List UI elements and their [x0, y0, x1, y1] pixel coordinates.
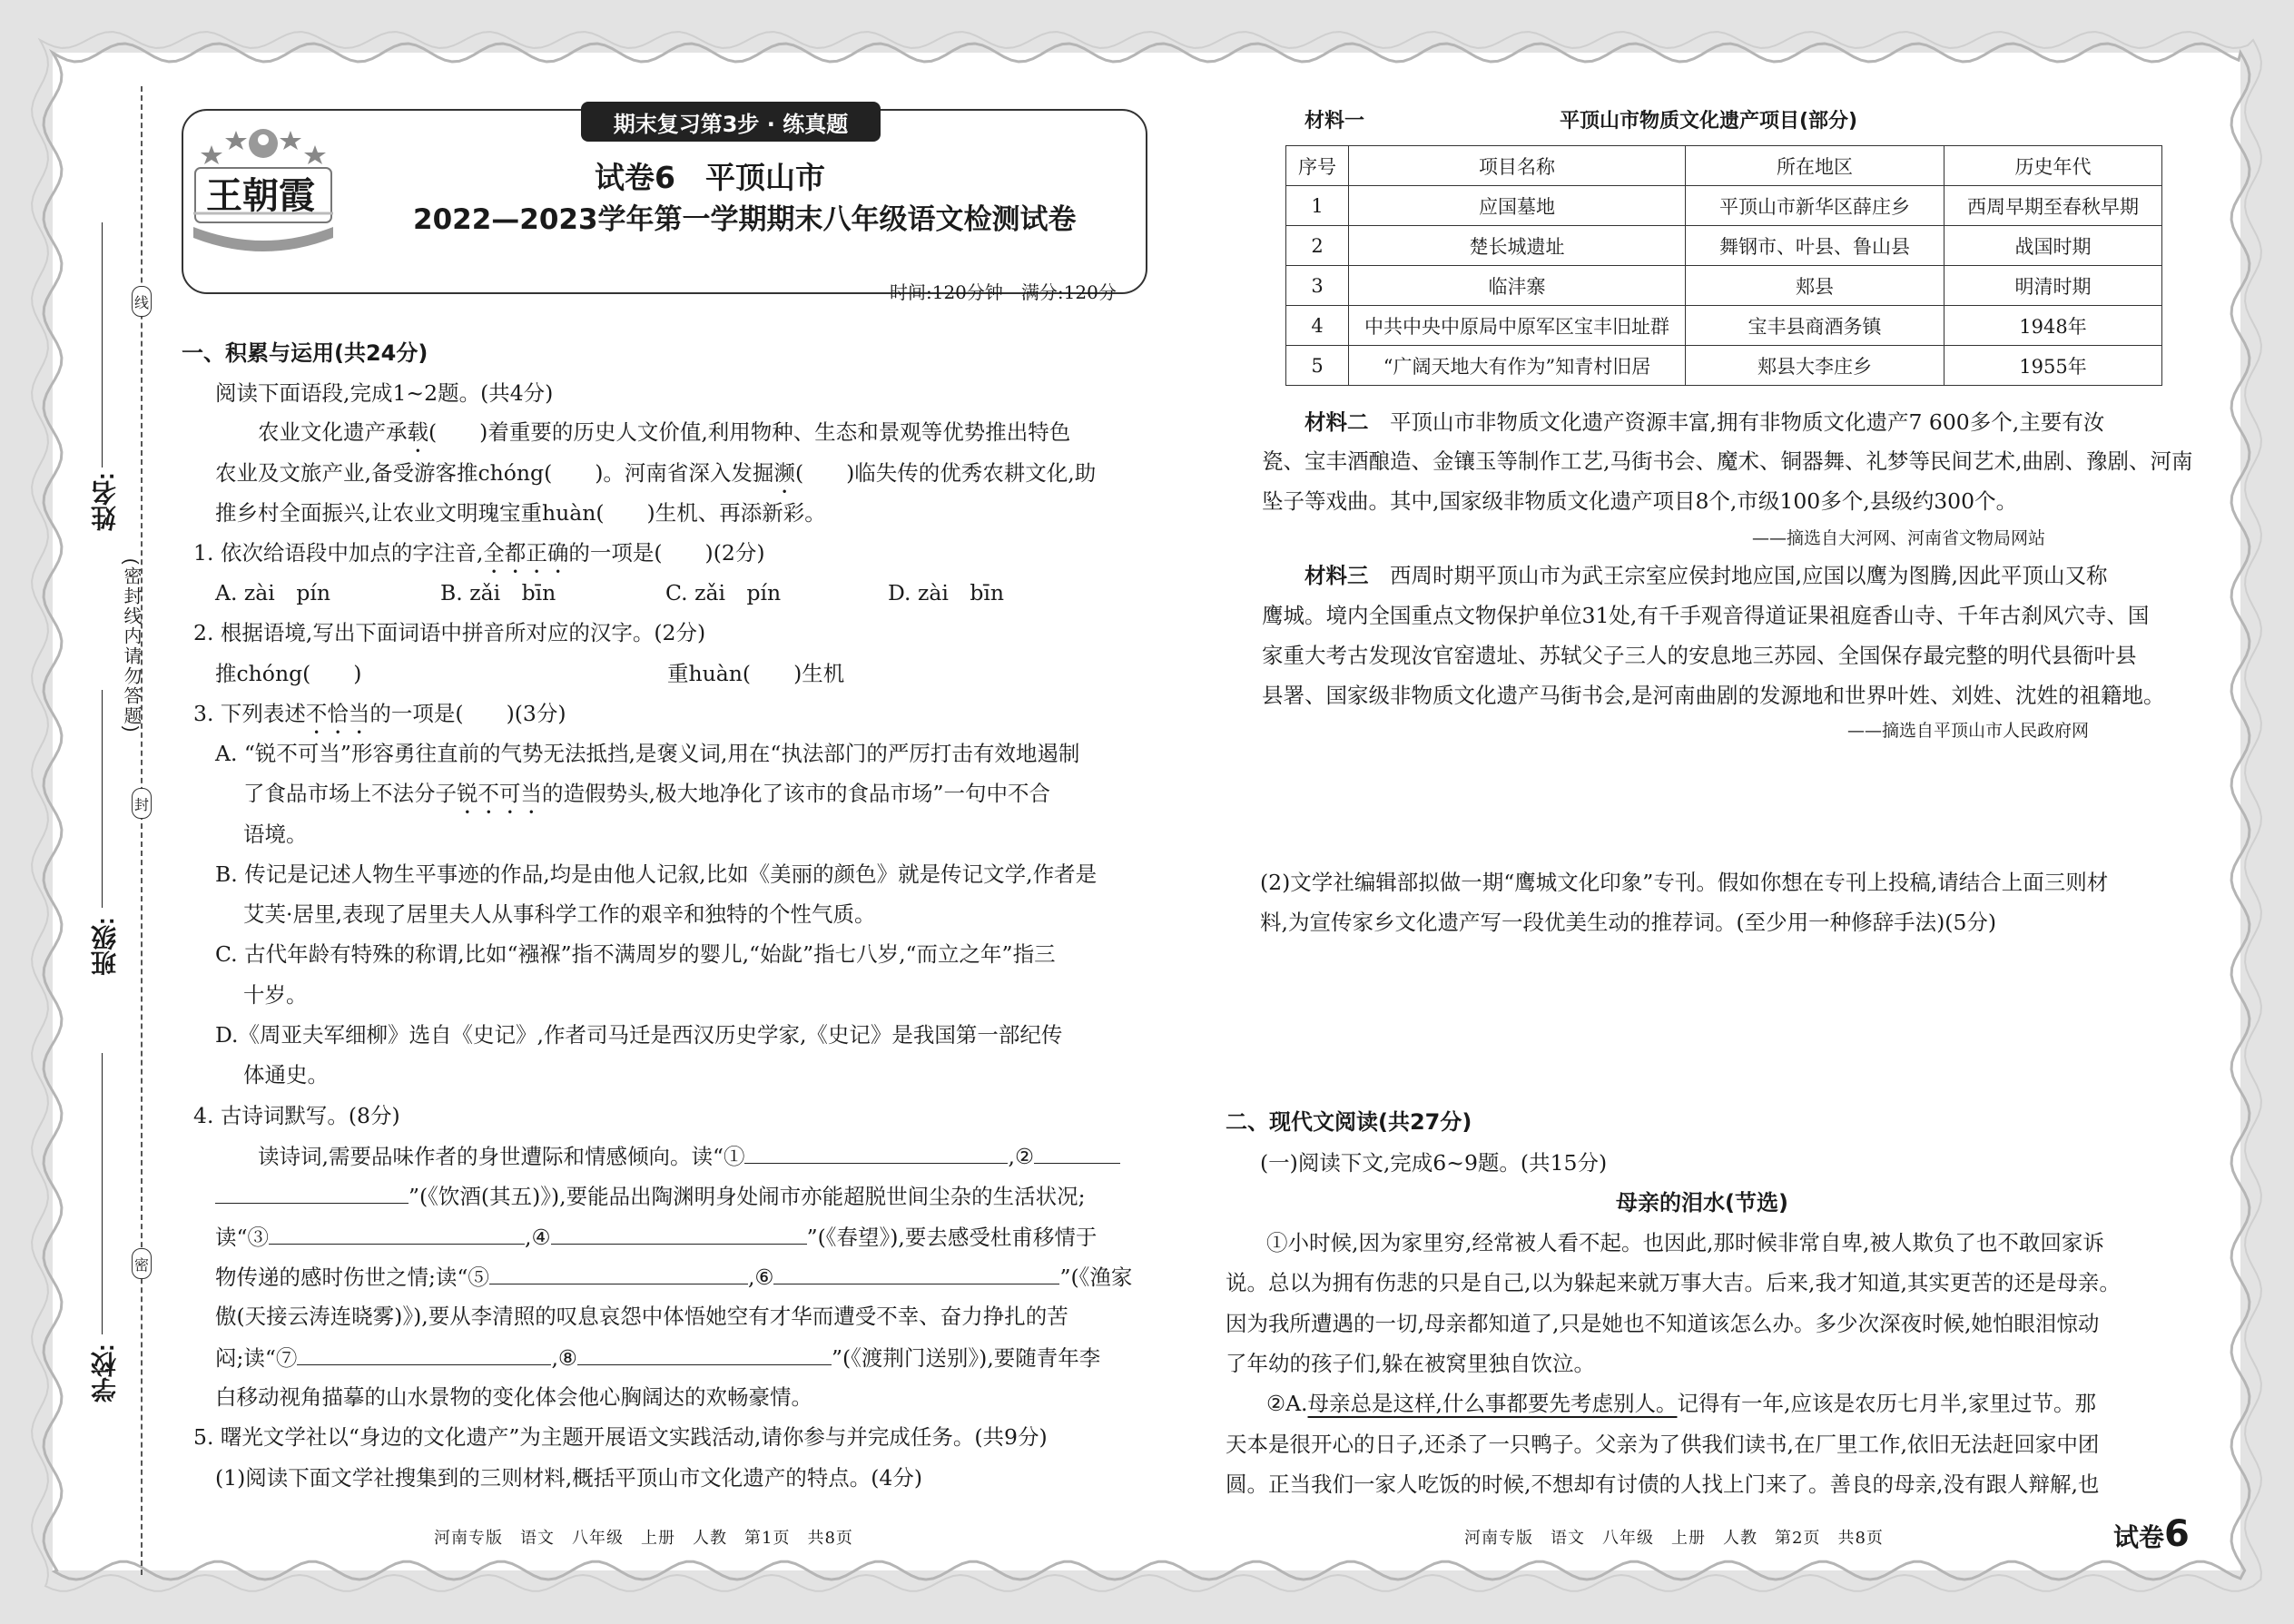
seal-note: (密封线内请勿答题)	[121, 558, 141, 734]
q2-blank-a[interactable]: 推chóng( )	[215, 661, 362, 686]
cell: 西周早期至春秋早期	[1944, 186, 2162, 226]
class-label: 班级:	[91, 917, 119, 977]
col-header: 序号	[1286, 146, 1349, 186]
material3-line-1	[1305, 556, 2107, 596]
cell: 舞钢市、叶县、鲁山县	[1686, 226, 1944, 266]
material2-text: 平顶山市非物质文化遗产资源丰富,拥有非物质文化遗产7 600多个,主要有汝	[1390, 409, 2105, 435]
q3-d-line-2: 体通史。	[243, 1062, 329, 1088]
school-field[interactable]	[102, 1053, 103, 1334]
q4-mark-6: ,⑥	[747, 1265, 774, 1290]
review-banner: 期末复习第3步 · 练真题	[581, 102, 881, 142]
q4-mark-4: ,④	[525, 1225, 551, 1250]
table-row	[1286, 346, 2162, 386]
table-row	[1286, 266, 2162, 306]
cell: 宝丰县商酒务镇	[1686, 306, 1944, 346]
story-p1-line-4: 了年幼的孩子们,躲在被窝里独自饮泣。	[1226, 1351, 1595, 1376]
cell: 明清时期	[1944, 266, 2162, 306]
paper-tag	[2113, 1513, 2190, 1555]
story-p2-line-3: 圆。正当我们一家人吃饭的时候,不想却有讨债的人找上门来了。善良的母亲,没有跟人辩解,也	[1226, 1471, 2100, 1497]
q4-text-3: 读“③	[215, 1225, 270, 1250]
heritage-table	[1285, 145, 2162, 386]
cell: 4	[1286, 306, 1349, 346]
paper-tag-label: 试卷	[2113, 1522, 2165, 1552]
paper-heading	[595, 154, 825, 197]
paper-title: 2022—2023学年第一学期期末八年级语文检测试卷	[413, 203, 1077, 236]
story-p2-rest: 记得有一年,应该是农历七月半,家里过节。那	[1677, 1391, 2096, 1416]
material3-label: 材料三	[1305, 563, 1369, 588]
material2-line-3: 坠子等戏曲。其中,国家级非物质文化遗产项目8个,市级100多个,县级约300个。	[1262, 488, 2018, 514]
material3-line-4: 县署、国家级非物质文化遗产马街书会,是河南曲剧的发源地和世界叶姓、刘姓、沈姓的祖籍地。	[1262, 683, 2165, 708]
material2-line-2: 瓷、宝丰酒酿造、金镶玉等制作工艺,马街书会、魔术、铜器舞、礼梦等民间艺术,曲剧、豫剧、河南	[1262, 448, 2193, 474]
blank-2-end[interactable]	[215, 1176, 409, 1204]
q2-blank-b[interactable]: 重huàn( )生机	[667, 661, 845, 686]
story-p1-line-3: 因为我所遭遇的一切,母亲都知道了,只是她也不知道该怎么办。多少次深夜时候,她怕眼泪惊动	[1226, 1311, 2100, 1336]
q4-line-3	[215, 1216, 1097, 1258]
material3-source: ——摘选自平顶山市人民政府网	[1847, 721, 2090, 741]
passage-line-1: 农业文化遗产承载( )着重要的历史人文价值,利用物种、生态和景观等优势推出特色	[258, 419, 1071, 445]
cell: 楚长城遗址	[1349, 226, 1686, 266]
city-name: 平顶山市	[704, 160, 825, 195]
q2-stem: 2. 根据语境,写出下面词语中拼音所对应的汉字。(2分)	[193, 620, 706, 645]
cell: 3	[1286, 266, 1349, 306]
story-p2-line-2: 天本是很开心的日子,还杀了一只鸭子。父亲为了供我们读书,在厂里工作,依旧无法赶回家中团	[1226, 1432, 2100, 1457]
mi-tag: 密	[132, 1248, 152, 1279]
col-header: 项目名称	[1349, 146, 1686, 186]
blank-2-start[interactable]	[1034, 1136, 1120, 1164]
blank-8[interactable]	[577, 1337, 832, 1365]
q3-a-line-3: 语境。	[243, 822, 308, 847]
q5-2-line-1: (2)文学社编辑部拟做一期“鹰城文化印象”专刊。假如你想在专刊上投稿,请结合上面三则材	[1260, 870, 2109, 895]
intro-text: 阅读下面语段,完成1~2题。(共4分)	[215, 380, 554, 406]
cell: 郏县	[1686, 266, 1944, 306]
blank-4[interactable]	[551, 1216, 807, 1245]
q4-text-7: 闷;读“⑦	[215, 1345, 298, 1371]
q1-option-d[interactable]: D. zài bīn	[888, 580, 1005, 605]
right-footer: 河南专版 语文 八年级 上册 人教 第2页 共8页	[1464, 1529, 1884, 1548]
cell: 战国时期	[1944, 226, 2162, 266]
story-title: 母亲的泪水(节选)	[1616, 1190, 1788, 1216]
material2-label: 材料二	[1305, 409, 1369, 435]
q4-mark-2: ,②	[1008, 1144, 1035, 1169]
table-row	[1286, 186, 2162, 226]
paper-number: 试卷6	[595, 160, 675, 195]
q5-1-stem: (1)阅读下面文学社搜集到的三则材料,概括平顶山市文化遗产的特点。(4分)	[215, 1465, 923, 1491]
q4-text-2: ”(《饮酒(其五)》),要能品出陶渊明身处闹市亦能超脱世间尘杂的生活状况;	[409, 1184, 1086, 1209]
q1-option-c[interactable]: C. zǎi pín	[665, 580, 782, 605]
table-row	[1286, 306, 2162, 346]
cell: 2	[1286, 226, 1349, 266]
cell: 平顶山市新华区薛庄乡	[1686, 186, 1944, 226]
blank-3[interactable]	[269, 1216, 525, 1245]
cell: 应国墓地	[1349, 186, 1686, 226]
table-header-row	[1286, 146, 2162, 186]
passage-line-2: 农业及文旅产业,备受游客推chóng( )。河南省深入发掘濒( )临失传的优秀农耕文化,助	[215, 460, 1097, 486]
q4-line-5: 傲(天接云涛连晓雾)》),要从李清照的叹息哀怨中体悟她空有才华而遭受不幸、奋力挣扎的苦	[215, 1304, 1068, 1329]
material3-line-2: 鹰城。境内全国重点文物保护单位31处,有千手观音得道证果祖庭香山寺、千年古刹风穴寺、国	[1262, 603, 2150, 628]
q4-line-1	[258, 1136, 1120, 1177]
q4-text-6: ”(《渔家	[1059, 1265, 1133, 1290]
material3-line-3: 家重大考古发现汝官窑遗址、苏轼父子三人的安息地三苏园、全国保存最完整的明代县衙叶县	[1262, 643, 2137, 668]
blank-1[interactable]	[744, 1136, 1008, 1164]
q5-2-line-2: 料,为宣传家乡文化遗产写一段优美生动的推荐词。(至少用一种修辞手法)(5分)	[1260, 910, 1997, 935]
table-row	[1286, 226, 2162, 266]
q1-option-b[interactable]: B. zǎi bīn	[440, 580, 556, 605]
class-field[interactable]	[102, 690, 103, 908]
q3-a-line-2: 了食品市场上不法分子锐不可当的造假势头,极大地净化了该市的食品市场”一句中不合	[243, 781, 1050, 806]
material3-text: 西周时期平顶山市为武王宗室应侯封地应国,应国以鹰为图腾,因此平顶山又称	[1390, 563, 2108, 588]
q5-stem: 5. 曙光文学社以“身边的文化遗产”为主题开展语文实践活动,请你参与并完成任务。(共9分)	[193, 1424, 1048, 1450]
material2-line-1	[1305, 402, 2104, 443]
q4-line-4	[215, 1256, 1132, 1298]
school-label: 学校:	[91, 1343, 119, 1403]
q1-stem: 1. 依次给语段中加点的字注音,全都正确的一项是( )(2分)	[193, 540, 765, 566]
blank-5[interactable]	[489, 1256, 748, 1284]
q3-c-line-1: C. 古代年龄有特殊的称谓,比如“襁褓”指不满周岁的婴儿,“始龀”指七八岁,“而立之年”指三	[215, 941, 1056, 967]
material1-label: 材料一	[1305, 110, 1365, 133]
cell: 1948年	[1944, 306, 2162, 346]
q4-line-2	[215, 1176, 1086, 1217]
name-label: 姓名:	[91, 472, 119, 532]
q1-option-a[interactable]: A. zài pín	[215, 580, 331, 605]
q4-text-4: ”(《春望》),要去感受杜甫移情于	[806, 1225, 1098, 1250]
q4-stem: 4. 古诗词默写。(8分)	[193, 1103, 400, 1128]
blank-7[interactable]	[297, 1337, 551, 1365]
publisher-logo	[186, 118, 340, 254]
q4-text-5: 物传递的感时伤世之情;读“⑤	[215, 1265, 489, 1290]
cell: 5	[1286, 346, 1349, 386]
q3-c-line-2: 十岁。	[243, 982, 308, 1008]
cell: 郏县大李庄乡	[1686, 346, 1944, 386]
cell: 临沣寨	[1349, 266, 1686, 306]
blank-6[interactable]	[773, 1256, 1059, 1284]
q4-text-1: 读诗词,需要品味作者的身世遭际和情感倾向。读“①	[258, 1144, 745, 1169]
q5-2-answer-area[interactable]	[1262, 949, 2179, 1085]
section1-heading: 一、积累与运用(共24分)	[182, 340, 428, 366]
cell: “广阔天地大有作为”知青村旧居	[1349, 346, 1686, 386]
q3-a-line-1: A. “锐不可当”形容勇往直前的气势无法抵挡,是褒义词,用在“执法部门的严厉打击有效地遏制	[215, 741, 1080, 766]
passage-line-3: 推乡村全面振兴,让农业文明瑰宝重huàn( )生机、再添新彩。	[215, 500, 826, 526]
sub1-intro: (一)阅读下文,完成6~9题。(共15分)	[1260, 1150, 1608, 1176]
q3-d-line-1: D.《周亚夫军细柳》选自《史记》,作者司马迁是西汉历史学家,《史记》是我国第一部纪传	[215, 1022, 1063, 1048]
cell: 1955年	[1944, 346, 2162, 386]
name-field[interactable]	[102, 222, 103, 468]
story-p1-line-2: 说。总以为拥有伤悲的只是自己,以为躲起来就万事大吉。后来,我才知道,其实更苦的还是母亲。	[1226, 1270, 2121, 1295]
q4-line-6	[215, 1337, 1100, 1379]
line-tag: 线	[132, 286, 152, 317]
material2-source: ——摘选自大河网、河南省文物局网站	[1752, 528, 2046, 548]
story-p1-line-1: ①小时候,因为家里穷,经常被人看不起。也因此,那时候非常自卑,被人欺负了也不敢回家诉	[1266, 1230, 2104, 1255]
col-header: 历史年代	[1944, 146, 2162, 186]
logo-text: 王朝霞	[206, 174, 315, 217]
col-header: 所在地区	[1686, 146, 1944, 186]
material1-title: 平顶山市物质文化遗产项目(部分)	[1560, 110, 1858, 133]
left-footer: 河南专版 语文 八年级 上册 人教 第1页 共8页	[434, 1529, 853, 1548]
q4-text-8: ”(《渡荆门送别》),要随青年李	[831, 1345, 1101, 1371]
story-p2-line-1	[1266, 1383, 2096, 1424]
story-marker-a: ②A.	[1266, 1391, 1308, 1416]
cell: 中共中央中原局中原军区宝丰旧址群	[1349, 306, 1686, 346]
story-underlined-sentence: 母亲总是这样,什么事都要先考虑别人。	[1307, 1391, 1678, 1416]
paper-tag-number: 6	[2164, 1513, 2190, 1555]
q3-b-line-2: 艾芙·居里,表现了居里夫人从事科学工作的艰辛和独特的个性气质。	[243, 901, 876, 927]
cell: 1	[1286, 186, 1349, 226]
q4-mark-8: ,⑧	[551, 1345, 577, 1371]
section2-heading: 二、现代文阅读(共27分)	[1226, 1109, 1472, 1135]
q3-b-line-1: B. 传记是记述人物生平事迹的作品,均是由他人记叙,比如《美丽的颜色》就是传记文学,作者是	[215, 861, 1098, 887]
q3-stem: 3. 下列表述不恰当的一项是( )(3分)	[193, 701, 566, 726]
time-info: 时间:120分钟 满分:120分	[890, 281, 1117, 303]
seal-tag: 封	[132, 788, 152, 819]
q4-line-7: 白移动视角描摹的山水景物的变化体会他心胸阔达的欢畅豪情。	[215, 1384, 812, 1410]
